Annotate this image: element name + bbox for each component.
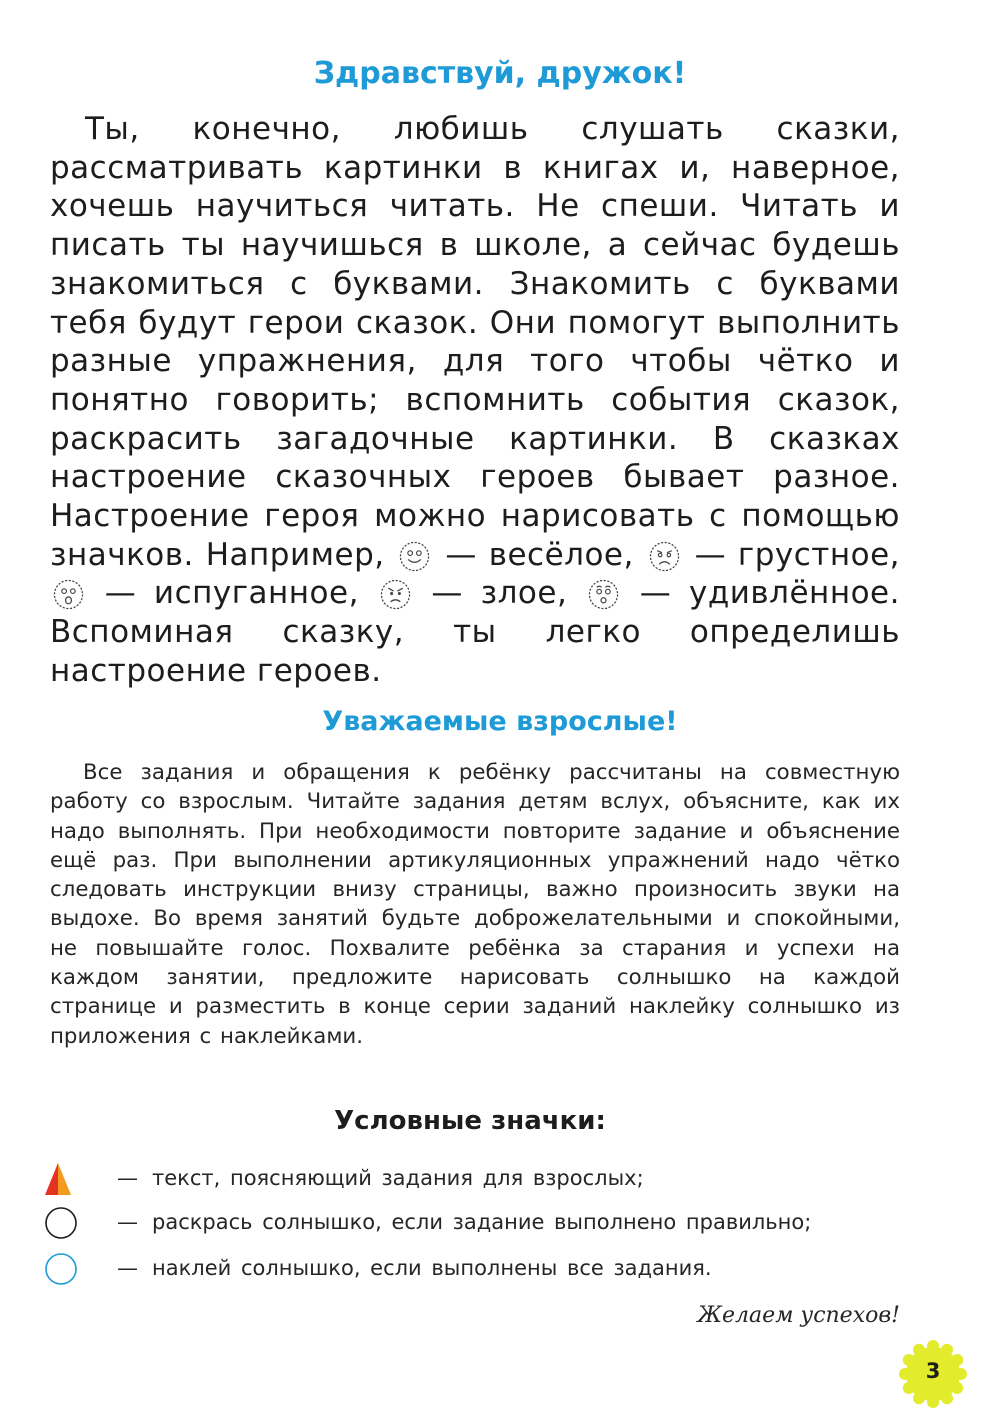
legend-item-text: наклей солнышко, если выполнены все задания. bbox=[152, 1256, 712, 1280]
red-triangle-icon bbox=[44, 1162, 78, 1196]
closing-wish: Желаем успехов! bbox=[697, 1303, 900, 1328]
greeting-title: Здравствуй, дружок! bbox=[313, 56, 687, 91]
page-number-badge bbox=[898, 1339, 968, 1409]
page-number: 3 bbox=[925, 1359, 941, 1383]
mood-surprised-label: — удивлённое. Вспоминая сказку, ты легко определишь настроение героев. bbox=[50, 575, 900, 689]
surprised-face-icon bbox=[588, 579, 619, 610]
greeting-paragraph bbox=[50, 110, 900, 691]
mood-sad-label: — грустное, bbox=[694, 536, 901, 573]
legend-item-text: раскрась солнышко, если задание выполнено правильно; bbox=[152, 1210, 812, 1234]
legend-dash: — bbox=[117, 1166, 138, 1190]
greeting-text: Ты, конечно, любишь слушать сказки, рассматривать картинки в книгах и, наверное, хочешь научиться читать. Не спеши. Читать и писать ты научишься в школе, а сейчас будешь знакомиться с буквами. Знакомить с буквами тебя будут герои сказок. Они помогут выполнить разные упражнения, для того чтобы чётко и понятно говорить; вспомнить события сказок, раскрасить загадочные картинки. В сказках настроение сказочных героев бывает разное. Настроение героя можно нарисовать с помощью значков. Например, bbox=[50, 111, 900, 573]
mood-scared-label: — испуганное, bbox=[104, 575, 359, 612]
scared-face-icon bbox=[53, 579, 84, 610]
happy-face-icon bbox=[399, 541, 430, 572]
legend-dash: — bbox=[117, 1256, 138, 1280]
adults-paragraph bbox=[50, 758, 900, 1051]
adults-text: Все задания и обращения к ребёнку рассчитаны на совместную работу со взрослым. Читайте задания детям вслух, объясните, как их надо выполнять. При необходимости повторите задание и объяснение ещё раз. При выполнении артикуляционных упражнений надо чётко следовать инструкции внизу страницы, важно произносить звуки на выдохе. Во время занятий будьте доброжелательными и спокойными, не повышайте голос. Похвалите ребёнка за старания и успехи на каждом занятии, предложите нарисовать солнышко на каждой странице и разместить в конце серии заданий наклейку солнышко из приложения с наклейками. bbox=[50, 760, 900, 1049]
legend-title: Условные значки: bbox=[334, 1106, 606, 1136]
mood-happy-label: — весёлое, bbox=[445, 536, 634, 573]
sad-face-icon bbox=[649, 541, 680, 572]
black-circle-icon bbox=[44, 1206, 78, 1240]
legend-item-text: текст, поясняющий задания для взрослых; bbox=[152, 1166, 644, 1190]
adults-title: Уважаемые взрослые! bbox=[322, 706, 678, 737]
mood-angry-label: — злое, bbox=[431, 575, 568, 612]
legend-dash: — bbox=[117, 1210, 138, 1234]
blue-circle-icon bbox=[44, 1252, 78, 1286]
angry-face-icon bbox=[380, 579, 411, 610]
